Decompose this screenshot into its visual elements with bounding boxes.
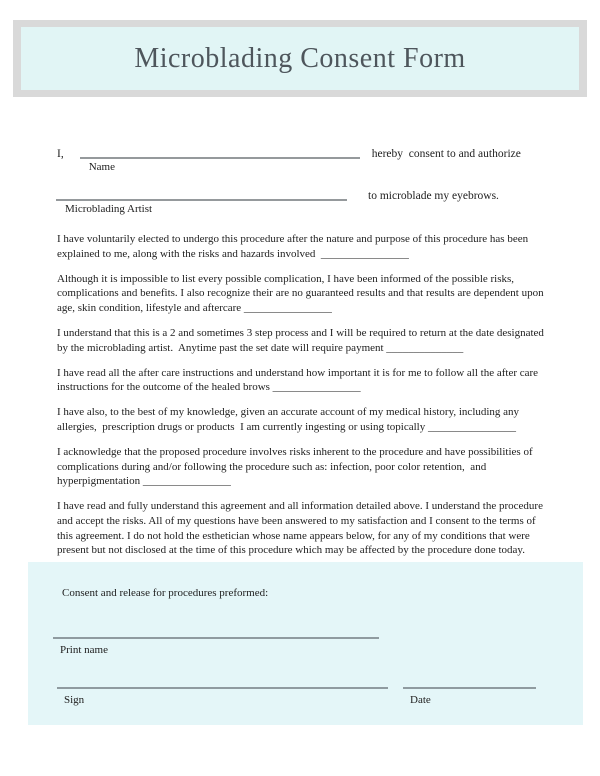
paragraph-medical-history: I have also, to the best of my knowledge, given an accurate account of my medical history, including any allergies, prescription drugs or products I am currently ingesting or using topically ________________ <box>57 406 522 433</box>
name-field-line[interactable] <box>80 145 360 159</box>
eyebrows-text: to microblade my eyebrows. <box>368 190 499 202</box>
artist-row <box>57 187 547 215</box>
paragraph-step-process: I understand that this is a 2 and sometimes 3 step process and I will be required to return at the date designated by the microblading artist. Anytime past the set date will require payment ______________ <box>57 326 547 354</box>
consent-form-page <box>0 20 600 776</box>
page-title: Microblading Consent Form <box>134 42 466 74</box>
intro-prefix: I, <box>57 148 64 160</box>
form-header-inner <box>21 27 579 90</box>
paragraph-aftercare: I have read all the after care instructions and understand how important it is for me to follow all the after care instructions for the outcome of the healed brows ________________ <box>57 366 541 394</box>
sign-line[interactable] <box>57 687 388 689</box>
print-name-field <box>53 637 379 656</box>
paragraph-voluntary: I have voluntarily elected to undergo this procedure after the nature and purpose of this procedure has been explained to me, along with the risks and hazards involved ________________ <box>57 233 531 260</box>
authorize-text: hereby consent to and authorize <box>371 148 521 160</box>
print-name-line[interactable] <box>53 637 379 639</box>
paragraph-agreement: I have read and fully understand this agreement and all information detailed above. I understand the procedure and accept the risks. All of my questions have been answered to my satisfaction and I consent to the terms of this agreement. I do not hold the esthetician whose name appears below, for any of my conditions that were present but not disclosed at the time of this procedure which may be affected by the procedure done today. <box>57 500 546 557</box>
sign-label: Sign <box>64 693 85 706</box>
print-name-label: Print name <box>60 643 108 656</box>
name-row <box>57 145 547 173</box>
date-label: Date <box>410 693 431 706</box>
paragraph-risks: I acknowledge that the proposed procedure involves risks inherent to the procedure and have possibilities of complications during and/or following the procedure such as: infection, poor color retention, and hyperpigmentation ________________ <box>57 446 536 488</box>
sign-field <box>57 687 388 706</box>
artist-field-label: Microblading Artist <box>65 203 153 215</box>
name-field <box>80 145 360 173</box>
date-line[interactable] <box>403 687 536 689</box>
date-field <box>403 687 536 706</box>
name-field-label: Name <box>88 161 115 173</box>
artist-field-line[interactable] <box>56 187 347 201</box>
consent-release-heading: Consent and release for procedures preformed: <box>62 586 269 599</box>
form-header <box>13 20 587 97</box>
signature-section <box>28 562 583 725</box>
artist-field <box>56 187 347 215</box>
form-body <box>0 145 600 558</box>
paragraph-complications: Although it is impossible to list every possible complication, I have been informed of the possible risks, complications and benefits. I also recognize their are no guaranteed results and that results are dependent upon age, skin condition, lifestyle and aftercare ________________ <box>57 272 547 314</box>
sign-date-row <box>53 687 541 706</box>
